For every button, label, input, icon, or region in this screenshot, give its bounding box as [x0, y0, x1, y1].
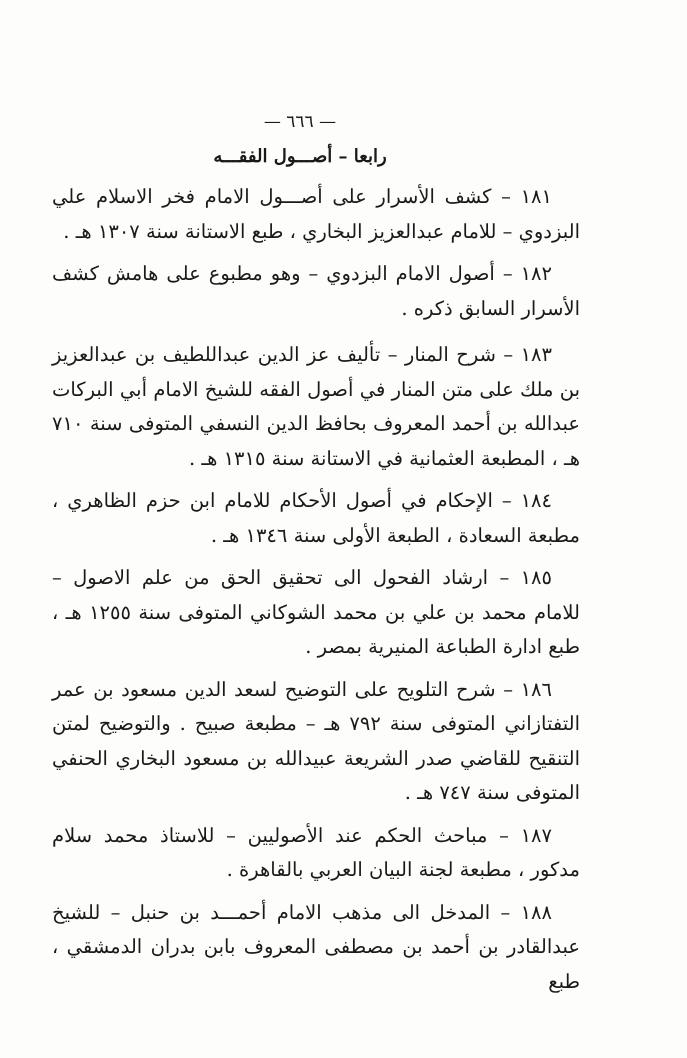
section-title: رابعا – أصـــول الفقـــه [213, 146, 387, 167]
bibliography-entry-185: ١٨٥ – ارشاد الفحول الى تحقيق الحق من علم الاصول – للامام محمد بن علي بن محمد الشوكاني المتوفى سنة ١٢٥٥ هـ ، طبع ادارة الطباعة المنيرية بمصر . [52, 566, 580, 658]
bibliography-entry-187: ١٨٧ – مباحث الحكم عند الأصوليين – للاستاذ محمد سلام مدكور ، مطبعة لجنة البيان العربي بالقاهرة . [52, 823, 580, 881]
bibliography-list [52, 180, 580, 1007]
bibliography-entry-182: ١٨٢ – أصول الامام البزدوي – وهو مطبوع على هامش كشف الأسرار السابق ذكره . [52, 262, 580, 320]
bibliography-entry-183: ١٨٣ – شرح المنار – تأليف عز الدين عبداللطيف بن عبدالعزيز بن ملك على متن المنار في أصول الفقه للشيخ الامام أبي البركات عبدالله بن أحمد المعروف بحافظ الدين النسفي المتوفى سنة ٧١٠ هـ ، المطبعة العثمانية في الاستانة سنة ١٣١٥ هـ . [52, 343, 580, 470]
bibliography-entry-181: ١٨١ – كشف الأسرار على أصـــول الامام فخر الاسلام علي البزدوي – للامام عبدالعزيز البخاري ، طبع الاستانة سنة ١٣٠٧ هـ . [52, 185, 580, 243]
bibliography-entry-184: ١٨٤ – الإحكام في أصول الأحكام للامام ابن حزم الظاهري ، مطبعة السعادة ، الطبعة الأولى سنة ١٣٤٦ هـ . [52, 489, 580, 547]
bibliography-entry-186: ١٨٦ – شرح التلويح على التوضيح لسعد الدين مسعود بن عمر التفتازاني المتوفى سنة ٧٩٢ هـ – مطبعة صبيح . والتوضيح لمتن التنقيح للقاضي صدر الشريعة عبيدالله بن مسعود البخاري الحنفي المتوفى سنة ٧٤٧ هـ . [52, 677, 580, 804]
page-number: — ٦٦٦ — [263, 112, 337, 132]
bibliography-entry-188: ١٨٨ – المدخل الى مذهب الامام أحمـــد بن حنبل – للشيخ عبدالقادر بن أحمد بن مصطفى المعروف بابن بدران الدمشقي ، طبع [52, 900, 580, 993]
